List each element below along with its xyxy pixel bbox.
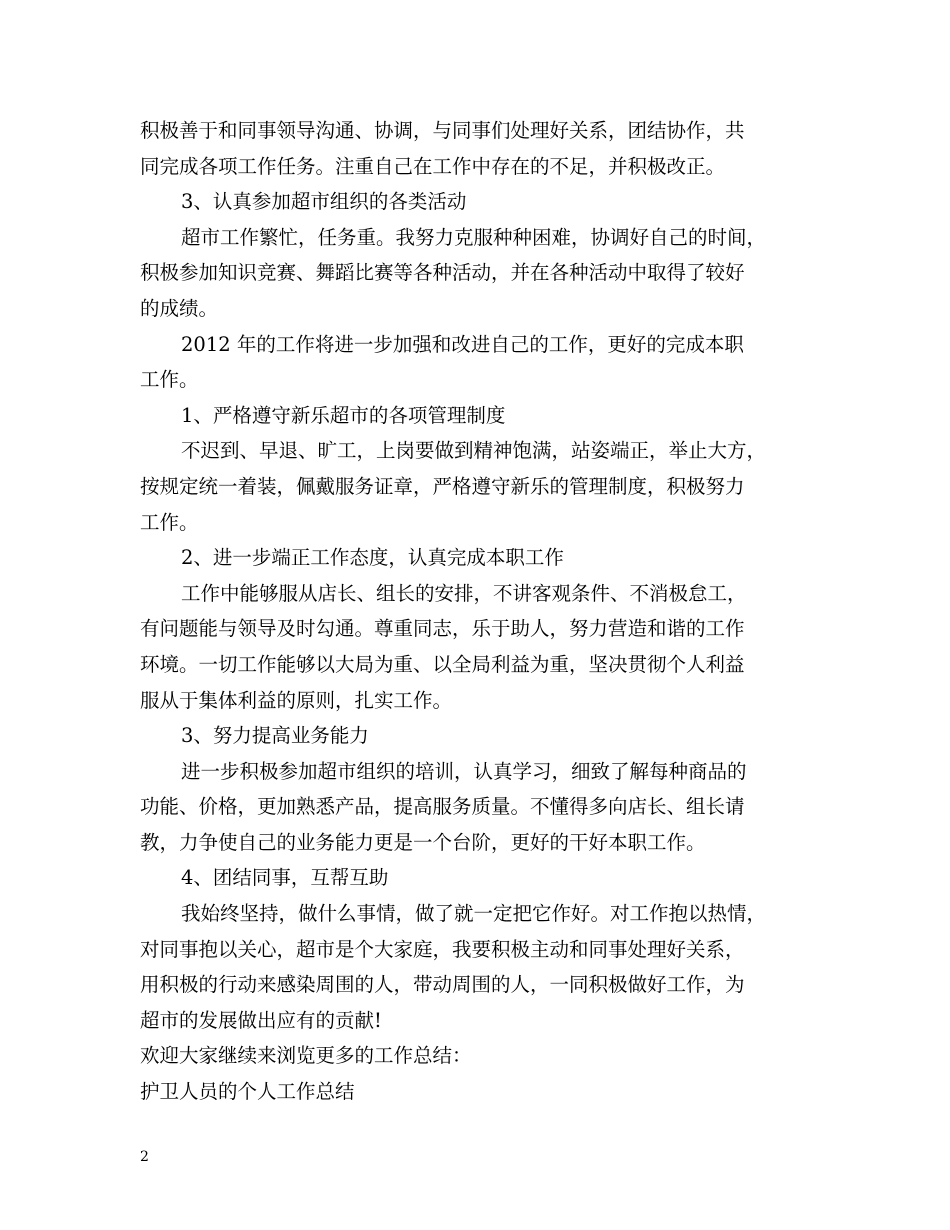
text-line: 对同事抱以关心，超市是个大家庭，我要积极主动和同事处理好关系， [140, 937, 745, 961]
page-number: 2 [140, 1149, 149, 1165]
text-line: 积极善于和同事领导沟通、协调，与同事们处理好关系，团结协作，共 [140, 119, 745, 142]
text-line: 用积极的行动来感染周围的人，带动周围的人，一同积极做好工作，为 [140, 973, 745, 997]
text-line: 的成绩。 [140, 296, 219, 320]
text-line: 欢迎大家继续来浏览更多的工作总结： [140, 1044, 472, 1068]
text-line: 积极参加知识竞赛、舞蹈比赛等各种活动，并在各种活动中取得了较好 [140, 261, 745, 285]
text-line: 超市的发展做出应有的贡献! [140, 1008, 382, 1032]
text-line: 1、严格遵守新乐超市的各项管理制度 [181, 403, 506, 427]
text-line: 我始终坚持，做什么事情，做了就一定把它作好。对工作抱以热情， [181, 902, 767, 926]
text-line: 2012 年的工作将进一步加强和改进自己的工作，更好的完成本职 [181, 332, 744, 356]
text-line: 按规定统一着装，佩戴服务证章，严格遵守新乐的管理制度，积极努力 [140, 474, 745, 498]
text-line: 功能、价格，更加熟悉产品，提高服务质量。不懂得多向店长、组长请 [140, 795, 745, 819]
text-line: 工作。 [140, 510, 199, 534]
text-line: 环境。一切工作能够以大局为重、以全局利益为重，坚决贯彻个人利益 [140, 652, 745, 676]
text-line: 2、进一步端正工作态度，认真完成本职工作 [181, 546, 564, 570]
text-line: 同完成各项工作任务。注重自己在工作中存在的不足，并积极改正。 [140, 154, 726, 178]
text-line: 进一步积极参加超市组织的培训，认真学习，细致了解每种商品的 [181, 759, 747, 783]
text-line: 4、团结同事，互帮互助 [181, 866, 389, 890]
text-line: 服从于集体利益的原则，扎实工作。 [140, 688, 453, 712]
document-body [140, 113, 830, 1110]
text-line: 护卫人员的个人工作总结 [140, 1080, 355, 1104]
text-line: 工作中能够服从店长、组长的安排，不讲客观条件、不消极怠工， [181, 581, 747, 605]
text-line: 不迟到、早退、旷工，上岗要做到精神饱满，站姿端正，举止大方， [181, 439, 767, 463]
text-line: 3、认真参加超市组织的各类活动 [181, 190, 467, 214]
text-line: 工作。 [140, 368, 199, 392]
text-line: 超市工作繁忙，任务重。我努力克服种种困难，协调好自己的时间， [181, 225, 767, 249]
text-line: 有问题能与领导及时勾通。尊重同志，乐于助人，努力营造和谐的工作 [140, 617, 745, 641]
text-line: 3、努力提高业务能力 [181, 724, 369, 748]
text-line: 教，力争使自己的业务能力更是一个台阶，更好的干好本职工作。 [140, 830, 706, 854]
